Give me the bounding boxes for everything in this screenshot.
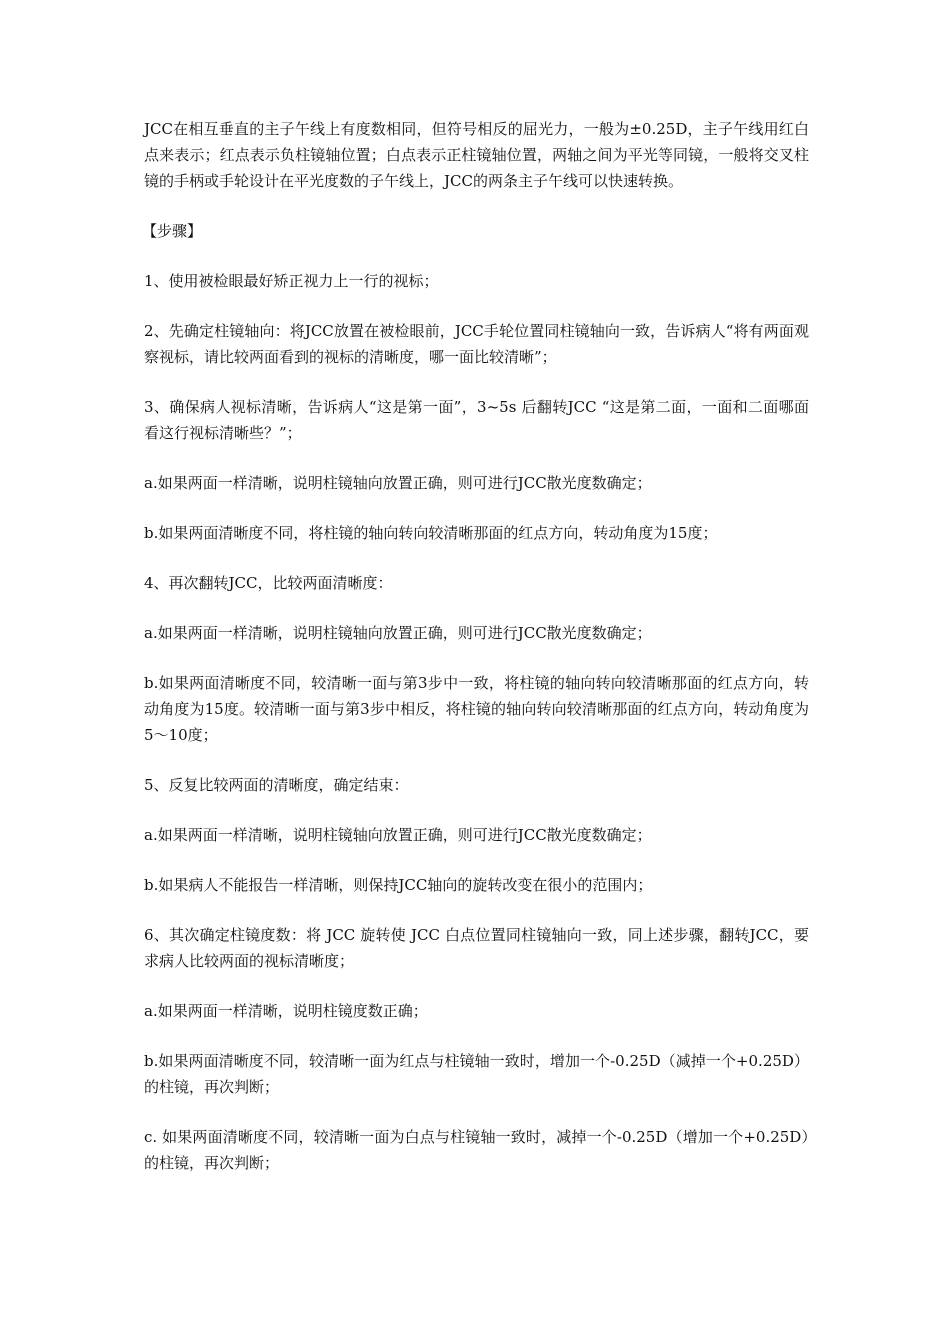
step-5-a: a.如果两面一样清晰，说明柱镜轴向放置正确，则可进行JCC散光度数确定； (144, 826, 652, 844)
step-5: 5、反复比较两面的清晰度，确定结束： (144, 776, 409, 794)
step-4: 4、再次翻转JCC，比较两面清晰度： (144, 574, 393, 592)
step-3-a: a.如果两面一样清晰，说明柱镜轴向放置正确，则可进行JCC散光度数确定； (144, 474, 652, 492)
step-6: 6、其次确定柱镜度数：将 JCC 旋转使 JCC 白点位置同柱镜轴向一致，同上述步骤，翻转JCC，要求病人比较两面的视标清晰度； (144, 926, 809, 970)
step-4-a: a.如果两面一样清晰，说明柱镜轴向放置正确，则可进行JCC散光度数确定； (144, 624, 652, 642)
step-4-b: b.如果两面清晰度不同，较清晰一面与第3步中一致，将柱镜的轴向转向较清晰那面的红点方向，转动角度为15度。较清晰一面与第3步中相反，将柱镜的轴向转向较清晰那面的红点方向，转动角度为5～10度； (144, 674, 809, 744)
step-2: 2、先确定柱镜轴向：将JCC放置在被检眼前，JCC手轮位置同柱镜轴向一致，告诉病人“将有两面观察视标，请比较两面看到的视标的清晰度，哪一面比较清晰”； (144, 322, 809, 366)
step-3-b: b.如果两面清晰度不同，将柱镜的轴向转向较清晰那面的红点方向，转动角度为15度； (144, 524, 718, 542)
step-5-b: b.如果病人不能报告一样清晰，则保持JCC轴向的旋转改变在很小的范围内； (144, 876, 653, 894)
intro-paragraph: JCC在相互垂直的主子午线上有度数相同，但符号相反的屈光力，一般为±0.25D，主子午线用红白点来表示；红点表示负柱镜轴位置；白点表示正柱镜轴位置，两轴之间为平光等同镜，一般将交叉柱镜的手柄或手轮设计在平光度数的子午线上，JCC的两条主子午线可以快速转换。 (144, 120, 809, 190)
step-6-a: a.如果两面一样清晰，说明柱镜度数正确； (144, 1002, 428, 1020)
step-1: 1、使用被检眼最好矫正视力上一行的视标； (144, 272, 439, 290)
step-3: 3、确保病人视标清晰，告诉病人“这是第一面”，3~5s 后翻转JCC “这是第二面，一面和二面哪面看这行视标清晰些？”； (144, 398, 809, 442)
step-6-b: b.如果两面清晰度不同，较清晰一面为红点与柱镜轴一致时，增加一个-0.25D（减掉一个+0.25D）的柱镜，再次判断； (144, 1052, 809, 1096)
document-body (144, 116, 809, 1200)
steps-heading: 【步骤】 (142, 222, 203, 240)
step-6-c: c. 如果两面清晰度不同，较清晰一面为白点与柱镜轴一致时，减掉一个-0.25D（增加一个+0.25D）的柱镜，再次判断； (144, 1128, 809, 1172)
